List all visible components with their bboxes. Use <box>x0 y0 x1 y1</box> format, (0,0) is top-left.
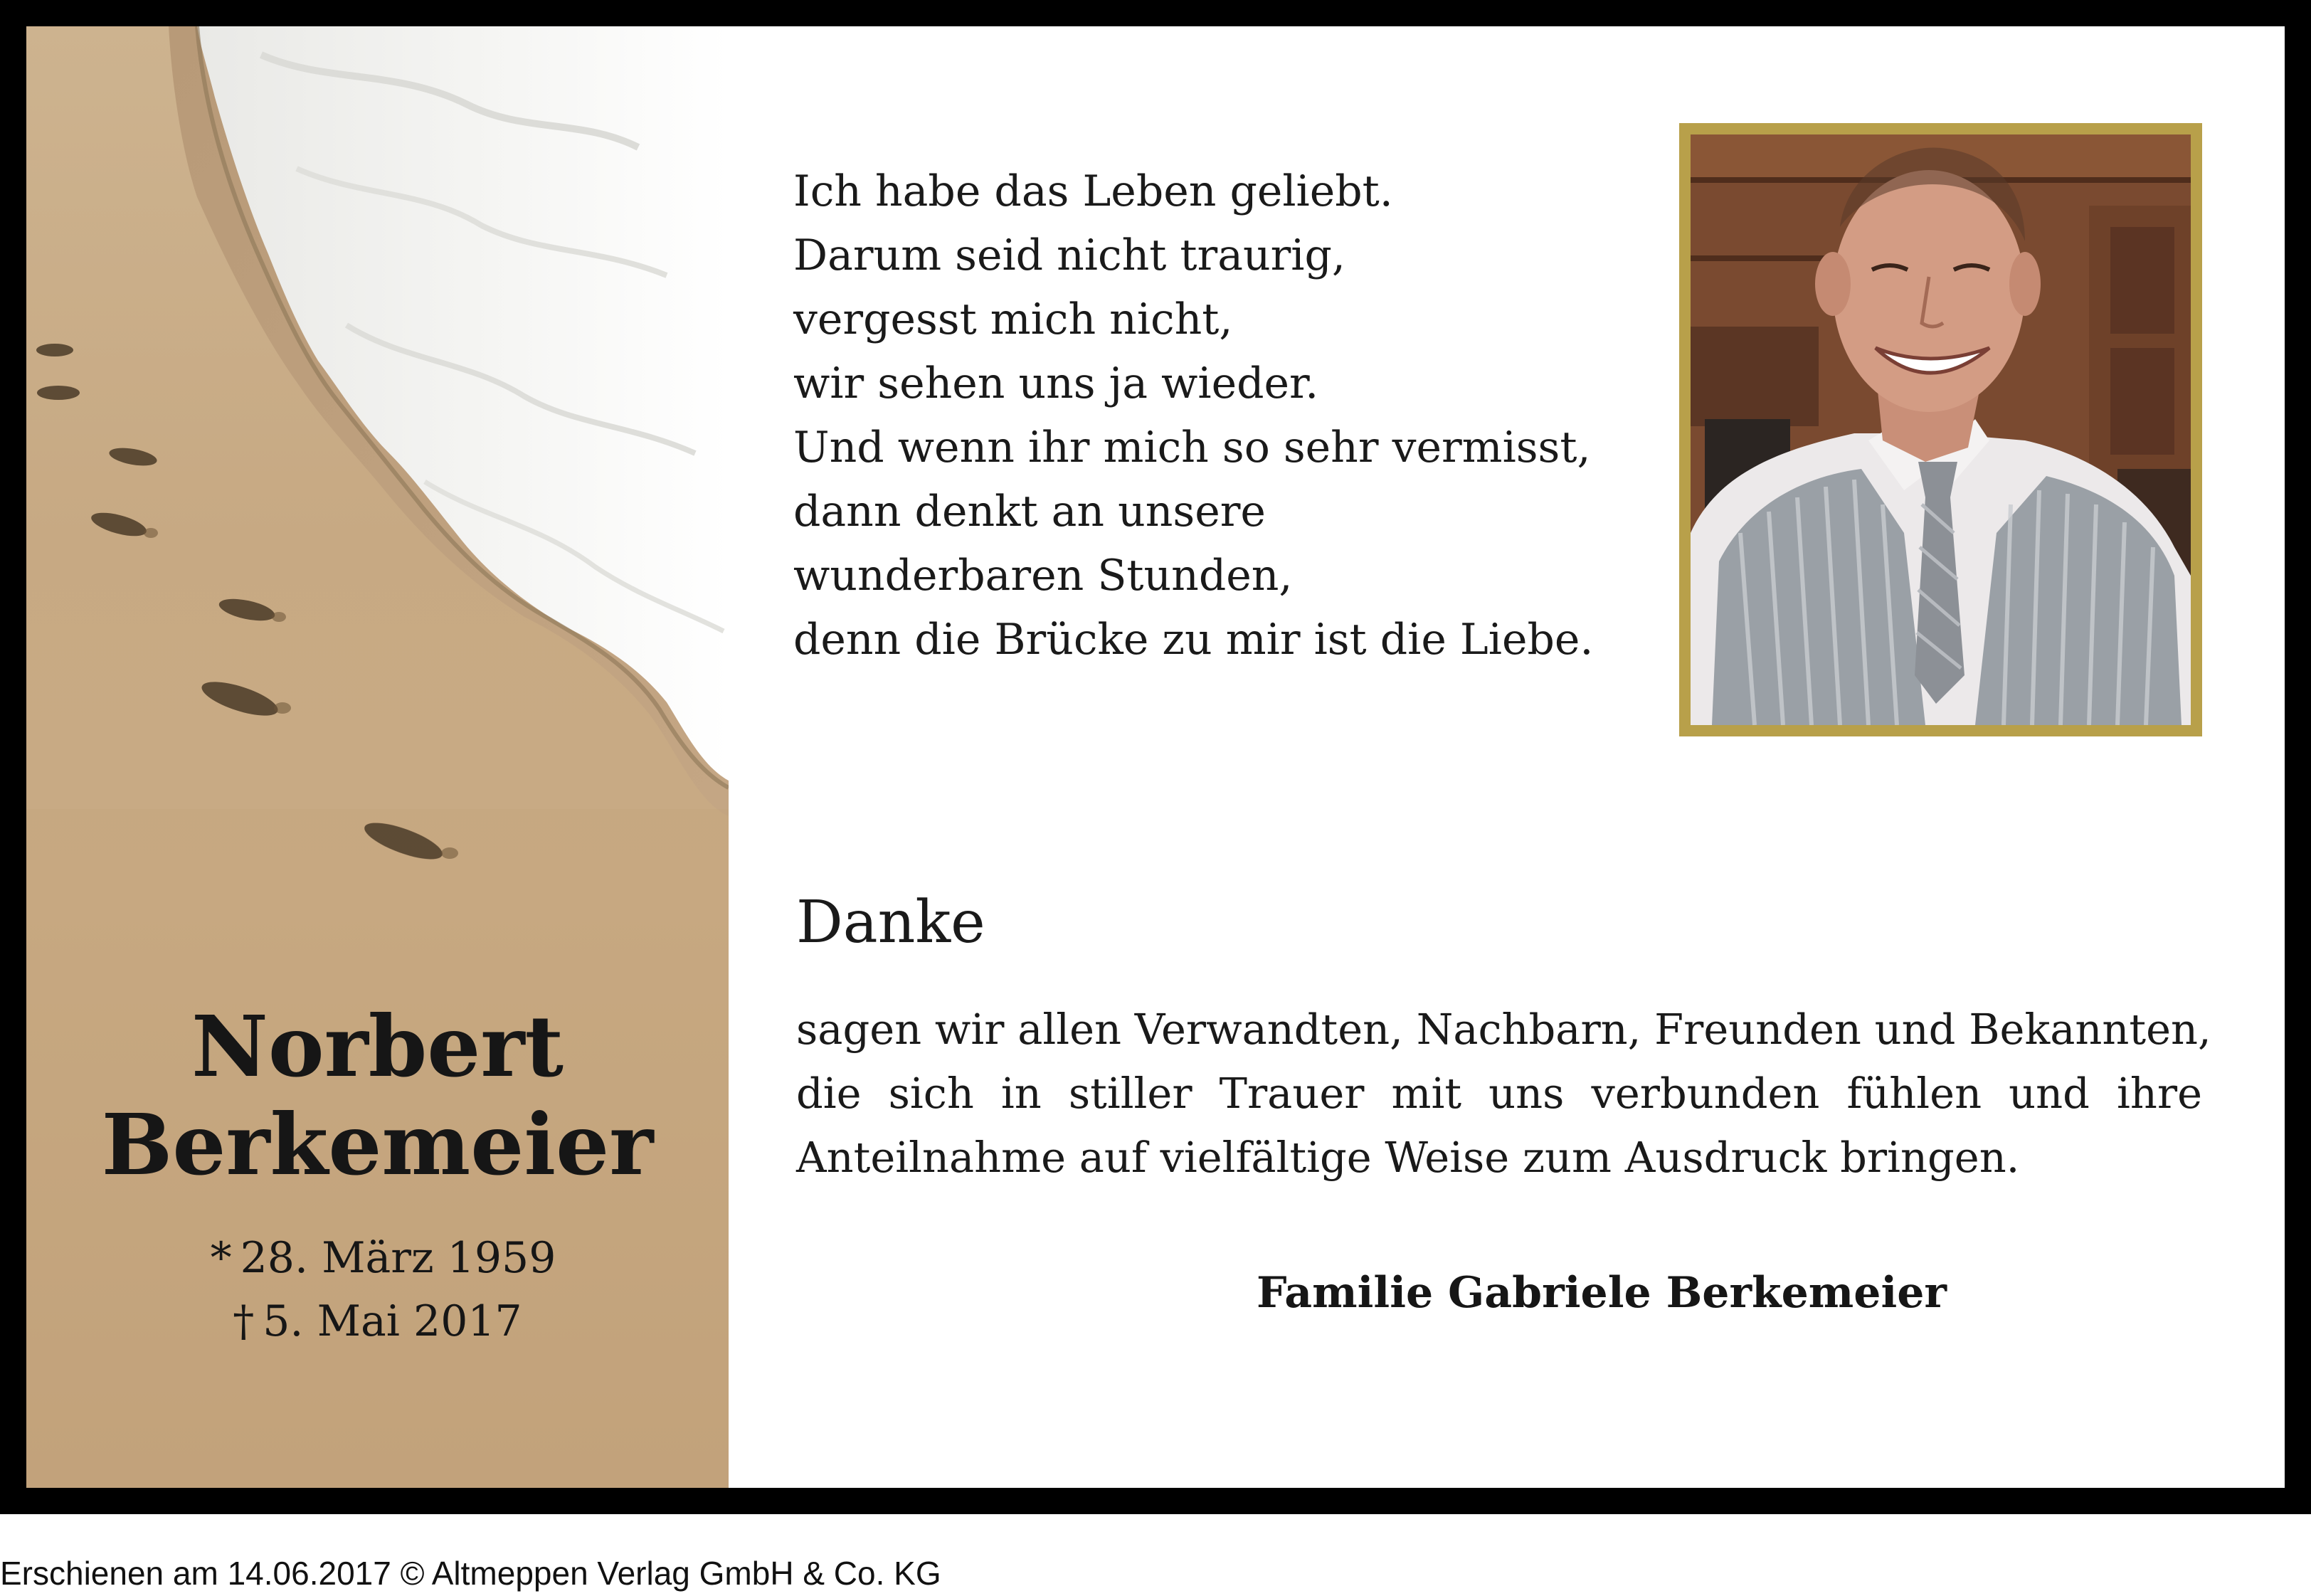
deceased-last-name: Berkemeier <box>101 1095 654 1194</box>
beach-footprints-image <box>26 26 729 1488</box>
memorial-poem <box>793 159 1612 672</box>
poem-line: wir sehen uns ja wieder. <box>793 359 1319 408</box>
portrait-photo <box>1691 134 2191 725</box>
birth-symbol: * <box>210 1233 232 1283</box>
poem-line: dann denkt an unsere <box>793 487 1266 537</box>
death-date-line <box>26 1290 729 1353</box>
poem-line: Ich habe das Leben geliebt. <box>793 167 1393 216</box>
thanks-heading: Danke <box>796 889 985 956</box>
obituary-card <box>26 26 2285 1488</box>
thanks-line: die sich in stiller Trauer mit uns verbunden fühlen und ihre <box>796 1069 2202 1118</box>
publication-credit: Erschienen am 14.06.2017 © Altmeppen Verlag GmbH & Co. KG <box>0 1555 941 1592</box>
thanks-text <box>796 998 2211 1190</box>
thanks-line: sagen wir allen Verwandten, Nachbarn, Freunden und Bekannten, <box>796 1005 2211 1054</box>
poem-line: denn die Brücke zu mir ist die Liebe. <box>793 615 1594 665</box>
thanks-line: Anteilnahme auf vielfältige Weise zum Ausdruck bringen. <box>796 1133 2020 1182</box>
poem-line: Darum seid nicht traurig, <box>793 231 1345 280</box>
cross-icon: † <box>233 1296 255 1346</box>
poem-line: wunderbaren Stunden, <box>793 551 1293 601</box>
deceased-first-name: Norbert <box>191 997 564 1096</box>
portrait-illustration <box>1691 134 2191 725</box>
death-date: 5. Mai 2017 <box>263 1296 522 1346</box>
family-signature: Familie Gabriele Berkemeier <box>1256 1268 1947 1318</box>
poem-line: Und wenn ihr mich so sehr vermisst, <box>793 423 1591 472</box>
poem-line: vergesst mich nicht, <box>793 295 1233 344</box>
birth-date-line <box>26 1227 729 1289</box>
portrait-frame <box>1679 123 2202 736</box>
birth-date: 28. März 1959 <box>240 1233 556 1283</box>
